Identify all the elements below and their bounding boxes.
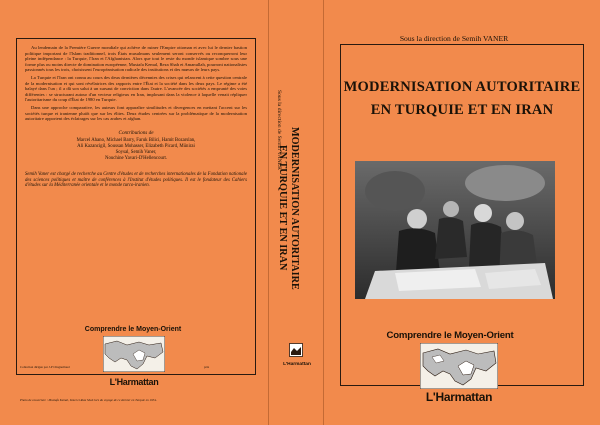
blurb-paragraph: La Turquie et l'Iran ont connu au cours des deux dernières décennies des crises qui relancent à cette question centrale de la modernisation et qui sont révélatrices des rapports entre l'État et la société dans les deux pays. Le régime a été balayé dans l'un ; il a dû son salut à un sursaut de conviction dans l'autre. L'avancée des sociétés a emprunté des voies différentes : se structurant autour d'un vecteur religieux en Iran, implosant dans la violence à laquelle venait répliquer l'autoritarisme du coup d'État de 1980 en Turquie.	[25, 74, 247, 103]
front-title-line2: EN TURQUIE ET EN IRAN	[370, 102, 554, 118]
middle-east-map-icon	[420, 343, 498, 389]
back-cover-frame	[16, 38, 256, 375]
price-note: prix	[204, 365, 210, 369]
contributors-list	[25, 138, 247, 162]
back-cover	[0, 0, 268, 425]
front-title	[340, 76, 584, 122]
back-series-name: Comprendre le Moyen-Orient	[84, 326, 182, 333]
author-note: Semih Vaner est chargé de recherche au Centre d'études et de recherches internationales de la Fondation nationale des sciences politiques et maître de conférences à l'Institut d'études politiques. Il est le fondateur des Cahiers d'études sur la Méditerranée orientale et le monde turco-iranien.	[25, 171, 247, 189]
contributors-line: Soysal, Semih Vaner,	[115, 149, 157, 155]
contributors-line: Nouchine Yavari-D'Hellencourt.	[104, 155, 167, 161]
blurb-paragraph: Dans une approche comparative, les auteurs font apparaître similitudes et divergences en mettant l'accent sur les sociétés turque et iranienne plutôt que sur les élites. Deux études centrées sur la problématique de la modernisation autoritaire apportent des éclairages sur les cas arabes et afghan.	[25, 104, 247, 122]
back-cover-blurb	[25, 45, 247, 122]
front-publisher-name: L'Harmattan	[425, 390, 493, 404]
front-cover	[324, 0, 600, 425]
contributors-line: Ali Kazancigil, Soussan Mohasser, Elizabeth Picard, Münirai	[77, 143, 195, 149]
front-director: Sous la direction de Semih VANER	[399, 34, 509, 43]
contributors-line: Marcel Ahano, Michael Barry, Faruk Bilici, Hamit Bozarslan,	[76, 137, 196, 143]
spine-title-line1: MODERNISATION AUTORITAIRE	[289, 127, 300, 290]
photo-credit: Photo de couverture : Mustafa Kemal, Ismet et Rıza Shah lors du voyage de ce dernier en Turquie en 1934.	[20, 398, 157, 402]
front-title-line1: MODERNISATION AUTORITAIRE	[343, 79, 581, 95]
back-publisher-name: L'Harmattan	[109, 377, 159, 387]
spine-publisher-name: L'Harmattan	[283, 362, 311, 367]
blurb-paragraph: Au lendemain de la Première Guerre mondiale qui achève de ruiner l'Empire ottoman et avec lui le dernier bastion politique important de l'Islam traditionnel, trois États musulmans seulement seront conservés ou reconquerront leur pleine indépendance : la Turquie, l'Iran et l'Afghanistan. Alors que tout le reste du monde islamique sombre sous une forme plus ou moins directe de domination européenne, Mustafa Kemal, Reza Shah et Amanullah, pourront nationalistes passionnés tous les trois, choisissent l'européanisation radicale des institutions et des mœurs de leurs pays.	[25, 45, 247, 73]
publisher-logo-icon	[289, 343, 303, 357]
cover-photo	[355, 161, 555, 299]
contributors-title: Contributions de	[118, 129, 154, 136]
front-series-name: Comprendre le Moyen-Orient	[386, 330, 514, 341]
middle-east-map-icon	[103, 336, 165, 372]
spine-director: Sous la direction de Semih VANER	[276, 90, 282, 170]
cover-photo-image	[355, 161, 555, 299]
collection-note: Collection dirigée par J-P Chagnollaud	[20, 365, 70, 369]
spine-title-line2: EN TURQUIE ET EN IRAN	[277, 145, 288, 271]
